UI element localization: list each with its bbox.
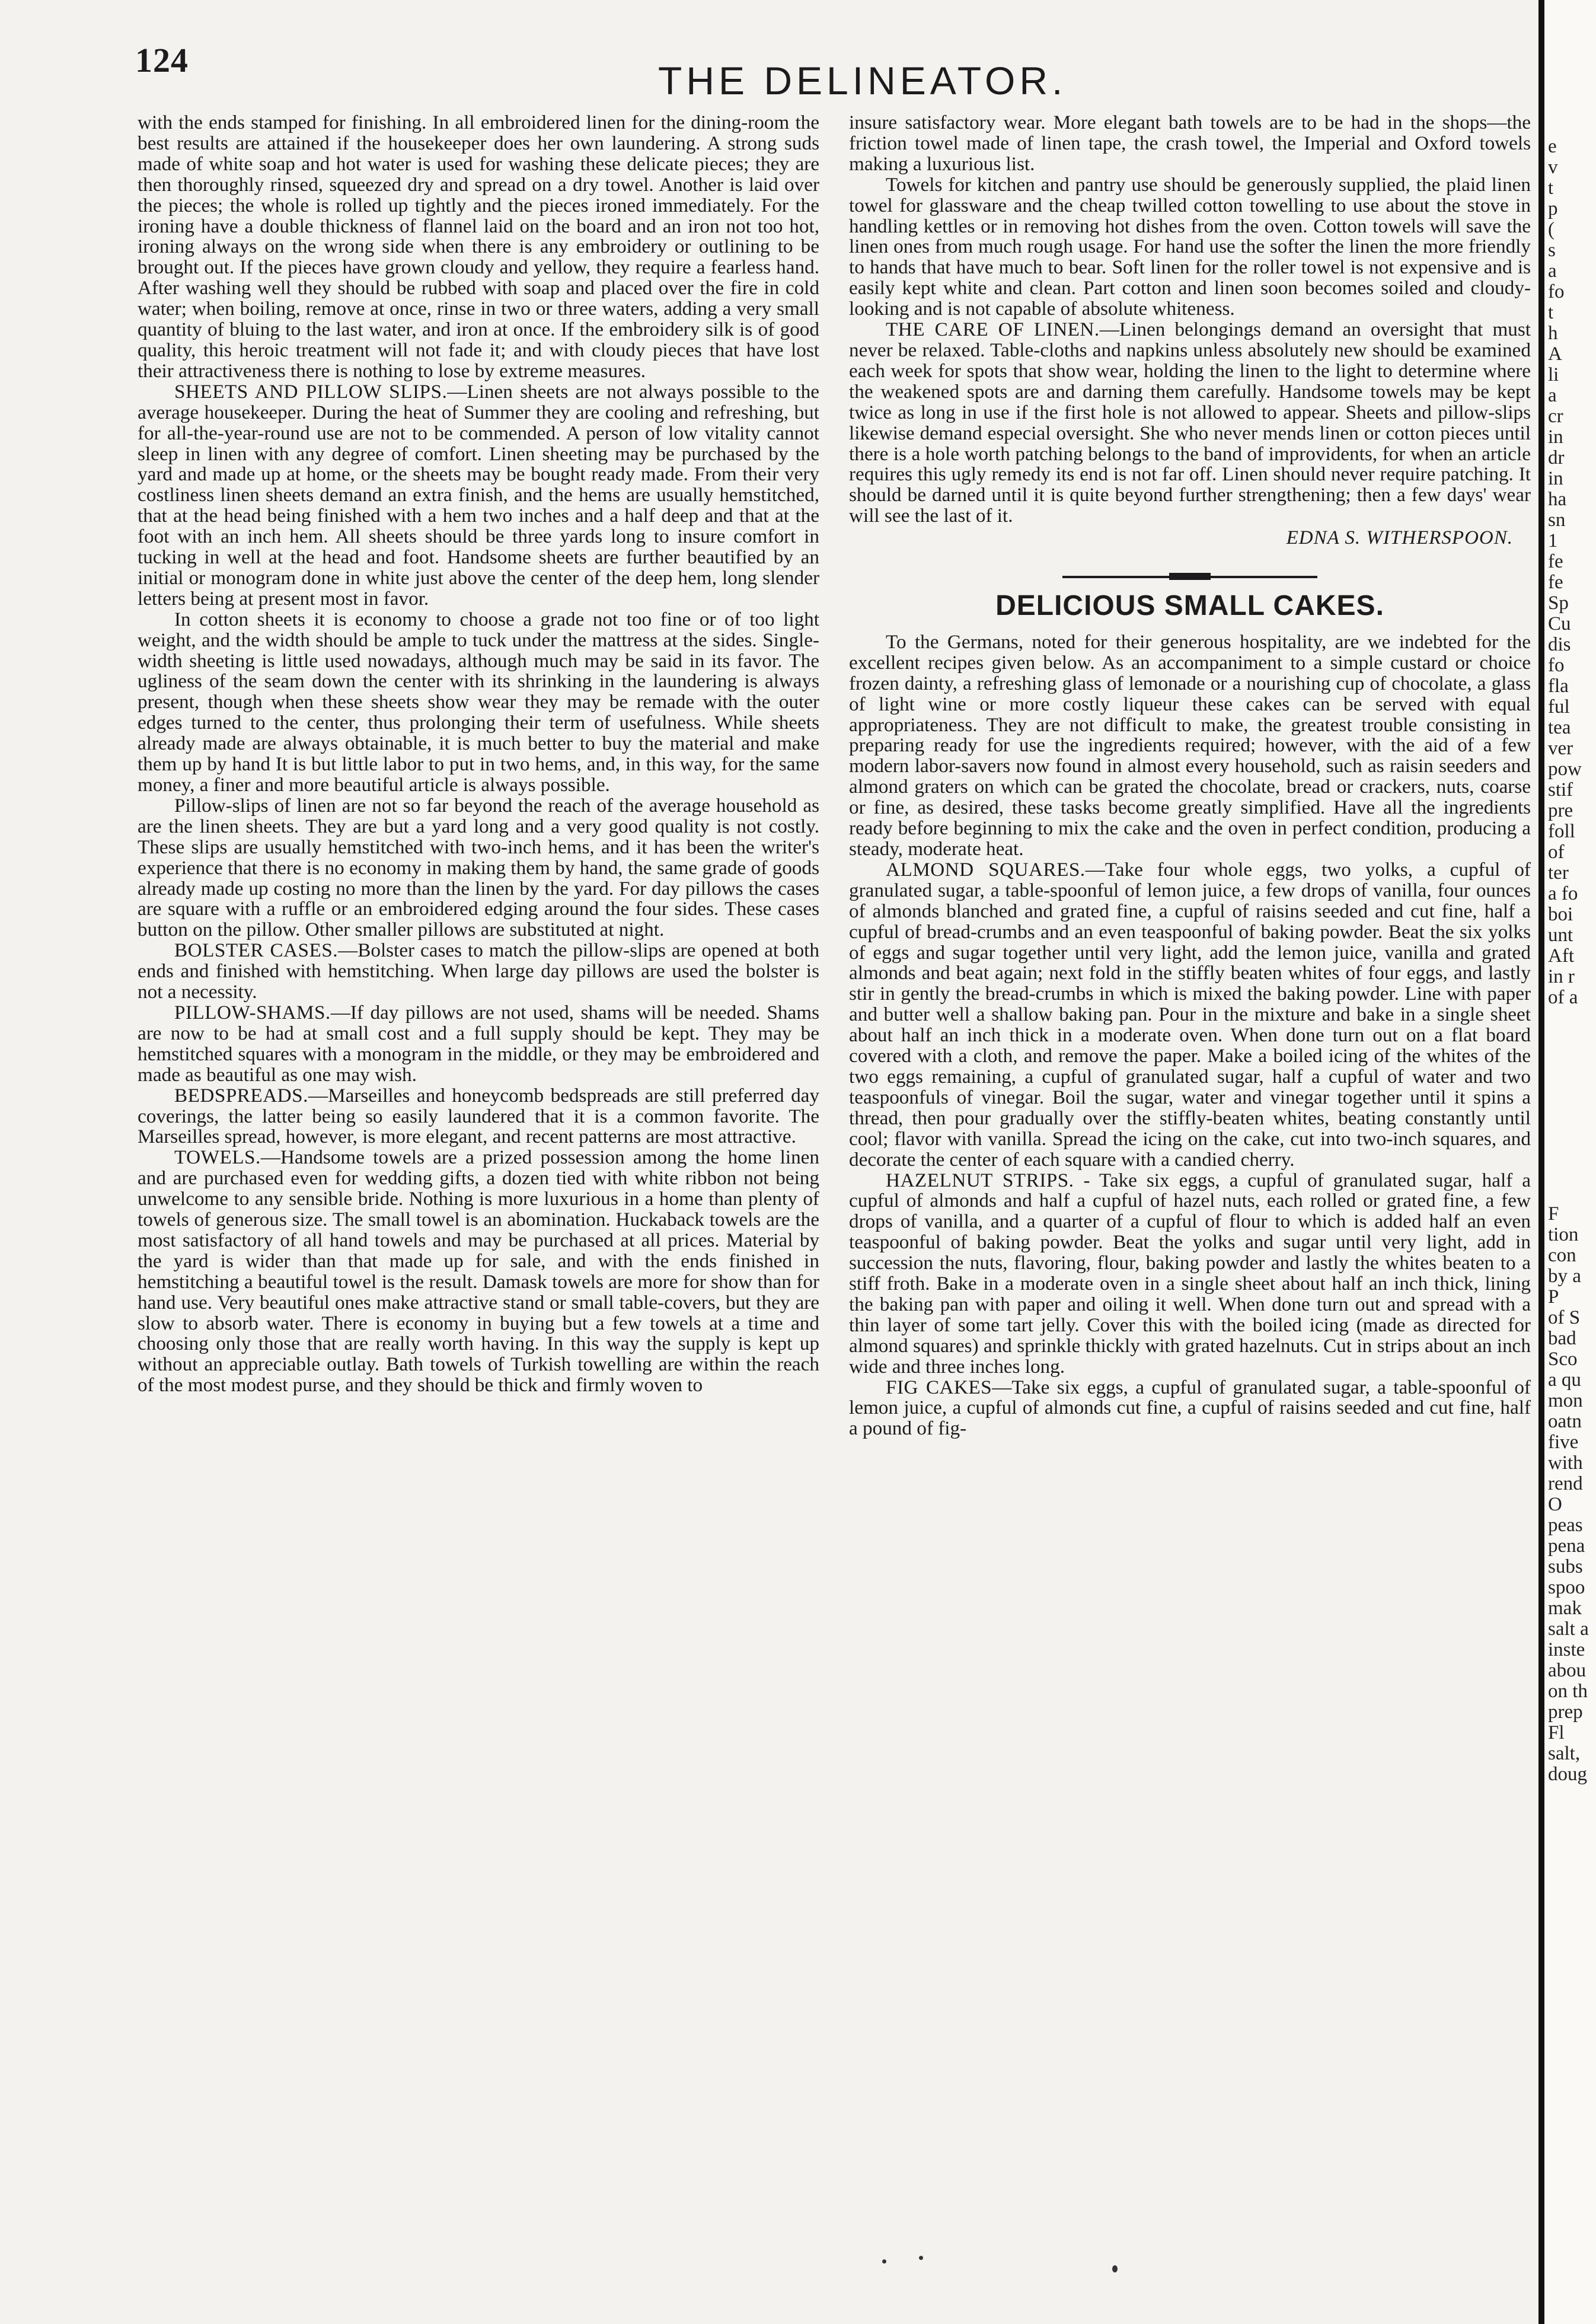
adjacent-fragment: sn — [1548, 510, 1566, 531]
author-signature: EDNA S. WITHERSPOON. — [1286, 527, 1513, 549]
adjacent-fragment: fo — [1548, 282, 1565, 302]
paragraph-text: - Take six eggs, a cupful of granulated sugar, half a cupful of almonds and half a cupful of hazel nuts, each rolled or grated fine, a few drops of vanilla, and a quarter of a cupful of flour to which is added half an even teaspoonful of baking powder. Beat the yolks and sugar until very light, add in succession the nuts, flavoring, flour, baking powder and lastly the whites beaten to a stiff froth. Bake in a moderate oven in a single sheet about half an inch thick, lining the baking pan with paper and oiling it well. When done turn out and spread with a thin layer of some tart jelly. Cover this with the boiled icing (made as directed for almond squares) and sprinkle thickly with grated hazelnuts. Cut in strips about an inch wide and three inches long. — [849, 1169, 1531, 1378]
divider-ornament — [1169, 573, 1211, 580]
adjacent-fragment: Aft — [1548, 946, 1574, 967]
section-lead: FIG CAKES — [886, 1376, 992, 1398]
adjacent-fragment: P — [1548, 1287, 1559, 1308]
section-lead: PILLOW-SHAMS. — [174, 1001, 331, 1024]
adjacent-fragment: Cu — [1548, 614, 1571, 635]
adjacent-fragment: pre — [1548, 801, 1573, 821]
adjacent-fragment: t — [1548, 178, 1554, 199]
adjacent-fragment: fo — [1548, 655, 1565, 676]
left-column — [138, 113, 819, 1396]
adjacent-fragment: a — [1548, 385, 1557, 406]
adjacent-page-text — [1548, 136, 1596, 1785]
paragraph-text: —If day pillows are not used, shams will be needed. Shams are now to be had at small cost and a full supply should be kept. They may be hemstitched squares with a monogram in the middle, or they may be embroidered and made as beautiful as one may wish. — [138, 1001, 819, 1086]
adjacent-fragment: inste — [1548, 1640, 1585, 1660]
paragraph-text: —Handsome towels are a prized possession among the home linen and are purchased even for wedding gifts, a dozen tied with white ribbon not being unwelcome to any sensible bride. Nothing is more luxurious in a home than plenty of towels of generous size. The small towel is an abomination. Huckaback towels are the most satisfactory of all hand towels and may be purchased at all prices. Material by the yard is wider than that made up for sale, and with the ends finished in hemstitching a beautiful towel is the result. Damask towels are more for show than for hand use. Very beautiful ones make attractive stand or small table-covers, but they are slow to absorb water. There is economy in buying but a few towels at a time and choosing only those that are really worth having. In this way the supply is kept up without an appreciable outlay. Bath towels of Turkish towelling are within the reach of the most modest purse, and they should be thick and firmly woven to — [138, 1146, 819, 1397]
adjacent-fragment: li — [1548, 365, 1559, 385]
running-head: THE DELINEATOR. — [658, 59, 1067, 103]
paragraph: Pillow-slips of linen are not so far beyond the reach of the average household as are the linen sheets. They are but a yard long and a very good quality is not costly. These slips are usually hemstitched with two-inch hems, and it has been the writer's experience that there is no economy in making them by hand, the same grade of goods already made up costing no more than the linen by the yard. For day pillows the cases are square with a ruffle or an embroidered edging around the four sides. These cases button on the pillow. Other smaller pillows are substituted at night. — [138, 794, 819, 941]
paragraph-text: —Linen belongings demand an oversight that must never be relaxed. Table-cloths and napkins unless absolutely new should be examined each week for spots that show wear, holding the linen to the light to determine where the weakened spots are and darning them carefully. Handsome towels may be kept twice as long in use if the first hole is not allowed to appear. Sheets and pillow-slips likewise demand especial oversight. She who never mends linen or cotton pieces until there is a hole worth patching belongs to the band of improvidents, for when an article requires this ugly remedy its end is not far off. Linen should never require patching. It should be darned until it is quite beyond further strengthening; then a few days' wear will see the last of it. — [849, 318, 1531, 527]
adjacent-fragment: foll — [1548, 821, 1575, 842]
adjacent-fragment: of S — [1548, 1308, 1581, 1328]
paragraph — [849, 1378, 1531, 1440]
page-number: 124 — [135, 41, 189, 79]
section-lead: BEDSPREADS. — [174, 1084, 308, 1107]
paragraph: with the ends stamped for finishing. In all embroidered linen for the dining-room the best results are attained if the housekeeper does her own laundering. A strong suds made of white soap and hot water is used for washing these delicate pieces; they are then thoroughly rinsed, squeezed dry and spread on a dry towel. Another is laid over the pieces; the whole is rolled up tightly and the pieces ironed immediately. For the ironing have a double thickness of flannel laid on the board and an iron not too hot, ironing always on the wrong side when there is any embroidery or outlining to be brought out. If the pieces have grown cloudy and yellow, they require a fearless hand. After washing well they should be rubbed with soap and placed over the fire in cold water; when boiling, remove at once, rinse in two or three waters, adding a very small quantity of bluing to the last water, and iron at once. If the embroidery silk is of good quality, this heroic treatment will not fade it; and with cloudy pieces that have lost their attractiveness there is nothing to lose by extreme measures. — [138, 111, 819, 382]
adjacent-fragment: ter — [1548, 863, 1569, 884]
adjacent-fragment: in r — [1548, 967, 1575, 987]
adjacent-fragment: salt, — [1548, 1743, 1581, 1764]
adjacent-fragment: spoo — [1548, 1577, 1585, 1598]
adjacent-fragment: pena — [1548, 1536, 1585, 1557]
paragraph — [138, 1003, 819, 1086]
adjacent-fragment: in — [1548, 427, 1563, 448]
paragraph — [849, 1171, 1531, 1378]
paragraph — [138, 1086, 819, 1148]
adjacent-fragment: Fl — [1548, 1723, 1565, 1743]
adjacent-fragment: doug — [1548, 1764, 1587, 1785]
section-lead: HAZELNUT STRIPS. — [886, 1169, 1074, 1191]
adjacent-fragment: a qu — [1548, 1370, 1581, 1391]
adjacent-fragment: v — [1548, 157, 1558, 178]
paragraph — [138, 1147, 819, 1396]
section-divider — [849, 552, 1531, 590]
adjacent-fragment: mon — [1548, 1391, 1583, 1411]
adjacent-fragment: of a — [1548, 987, 1578, 1008]
paragraph: To the Germans, noted for their generous hospitality, are we indebted for the excellent recipes given below. As an accompaniment to a simple custard or choice frozen dainty, a refreshing glass of lemonade or a nourishing cup of chocolate, a glass of light wine or more costly liqueur these cakes can be served with equal appropriateness. They are not difficult to make, the greatest trouble consisting in preparing ready for use the ingredients required; however, with the aid of a few modern labor-savers now found in almost every household, such as raisin seeders and almond graters on which can be grated the chocolate, bread or crackers, nuts, coarse or fine, as desired, these tasks become greatly simplified. Have all the ingredients ready before beginning to mix the cake and the oven in perfect condition, producing a steady, moderate heat. — [849, 630, 1531, 860]
adjacent-fragment: pow — [1548, 759, 1582, 780]
adjacent-fragment-group — [1548, 1204, 1596, 1785]
paragraph: insure satisfactory wear. More elegant bath towels are to be had in the shops—the friction towel made of linen tape, the crash towel, the Imperial and Oxford towels making a luxurious list. — [849, 111, 1531, 175]
adjacent-fragment: fe — [1548, 551, 1563, 572]
adjacent-fragment: of — [1548, 842, 1565, 863]
section-lead: SHEETS AND PILLOW SLIPS. — [174, 380, 448, 403]
adjacent-fragment: oatn — [1548, 1411, 1582, 1432]
adjacent-fragment: ( — [1548, 219, 1554, 240]
section-lead: TOWELS. — [174, 1146, 261, 1169]
adjacent-fragment-group — [1548, 136, 1596, 1008]
section-lead: ALMOND SQUARES. — [886, 858, 1086, 881]
paragraph-text: —Linen sheets are not always possible to the average housekeeper. During the heat of Summer they are cooling and refreshing, but for all-the-year-round use are not to be commended. A person of low vitality cannot sleep in linen with any degree of comfort. Linen sheeting may be purchased by the yard and made up at home, or the sheets may be bought ready made. From their very costliness linen sheets demand an extra finish, and the hems are usually hemstitched, that at the head being finished with a hem two inches and a half deep and that at the foot with an inch hem. All sheets should be three yards long to insure comfort in tucking in well at the head and foot. Handsome sheets are further beautified by an initial or monogram done in white just above the center of the deep hem, long slender letters being at present most in favor. — [138, 380, 819, 610]
adjacent-fragment: fe — [1548, 572, 1563, 593]
paragraph — [849, 860, 1531, 1171]
adjacent-fragment: salt a — [1548, 1619, 1589, 1640]
adjacent-fragment: t — [1548, 302, 1554, 323]
adjacent-fragment: F — [1548, 1204, 1559, 1225]
adjacent-page-bleed — [1538, 0, 1596, 2324]
paragraph — [138, 941, 819, 1003]
adjacent-fragment: unt — [1548, 925, 1573, 946]
adjacent-fragment: p — [1548, 199, 1558, 219]
adjacent-fragment: tion — [1548, 1225, 1579, 1245]
adjacent-fragment: a fo — [1548, 884, 1578, 904]
paragraph — [849, 320, 1531, 527]
adjacent-fragment: peas — [1548, 1515, 1583, 1536]
adjacent-fragment: prep — [1548, 1702, 1583, 1723]
adjacent-fragment: con — [1548, 1245, 1576, 1266]
paragraph-text: —Take four whole eggs, two yolks, a cupful of granulated sugar, a table-spoonful of lemon juice, a few drops of vanilla, four ounces of almonds blanched and grated fine, a cupful of raisins seeded and cut fine, half a cupful of bread-crumbs and an even teaspoonful of baking powder. Beat the six yolks of eggs and sugar together until very light, add the lemon juice, vanilla and grated almonds and beat again; next fold in the stiffly beaten whites of four eggs, and lastly stir in gently the bread-crumbs in which is mixed the baking powder. Line with paper and butter well a shallow baking pan. Pour in the mixture and bake in a single sheet about half an inch thick in a moderate oven. When done turn out on a flat board covered with a cloth, and remove the paper. Make a boiled icing of the whites of the two eggs remaining, a cupful of granulated sugar, half a cupful of water and two teaspoonfuls of vinegar. Boil the sugar, water and vinegar together until it spins a thread, then pour gradually over the stiffly-beaten whites, beating constantly until cool; flavor with vanilla. Spread the icing on the cake, cut into two-inch squares, and decorate the center of each square with a candied cherry. — [849, 858, 1531, 1171]
paragraph — [138, 382, 819, 610]
adjacent-fragment: O — [1548, 1494, 1562, 1515]
right-column — [849, 113, 1531, 1439]
adjacent-fragment: stif — [1548, 780, 1573, 801]
paragraph: In cotton sheets it is economy to choose a grade not too fine or of too light weight, and the width should be ample to tuck under the mattress at the sides. Single-width sheeting is little used nowadays, although much may be said in its favor. The ugliness of the seam down the center with its shrinking in the laundering is always present, though when these sheets show wear they may be remade with the outer edges turned to the center, thus prolonging their term of usefulness. While sheets already made are always obtainable, it is much better to buy the material and make them up by hand It is but little labor to put in two hems, and, in this way, for the same money, a finer and more beautiful article is always possible. — [138, 608, 819, 796]
adjacent-fragment: in — [1548, 468, 1563, 489]
adjacent-fragment: subs — [1548, 1557, 1583, 1577]
adjacent-fragment: dr — [1548, 448, 1565, 468]
adjacent-fragment: bad — [1548, 1328, 1576, 1349]
adjacent-fragment: rend — [1548, 1474, 1583, 1494]
paragraph-text: —Marseilles and honeycomb bedspreads are still preferred day coverings, the latter being so easily laundered that it is a common favorite. The Marseilles spread, however, is more elegant, and recent patterns are most attractive. — [138, 1084, 819, 1148]
adjacent-fragment: tea — [1548, 718, 1571, 738]
adjacent-fragment: Sco — [1548, 1349, 1578, 1370]
adjacent-fragment: A — [1548, 344, 1562, 365]
adjacent-fragment: a — [1548, 261, 1557, 282]
adjacent-fragment: on th — [1548, 1681, 1588, 1702]
print-specks — [877, 2253, 1174, 2277]
adjacent-fragment: fla — [1548, 676, 1569, 697]
adjacent-fragment: mak — [1548, 1598, 1582, 1619]
adjacent-fragment: five — [1548, 1432, 1579, 1453]
adjacent-fragment: ver — [1548, 738, 1573, 759]
paragraph-text: —Take six eggs, a cupful of granulated sugar, a table-spoonful of lemon juice, a cupful of almonds cut fine, a cupful of raisins seeded and cut fine, half a pound of fig- — [849, 1376, 1531, 1440]
paragraph: Towels for kitchen and pantry use should be generously supplied, the plaid linen towel for glassware and the cheap twilled cotton towelling to use about the stove in handling kettles or in removing hot dishes from the oven. Cotton towels will save the linen ones from much rough usage. For hand use the softer the linen the more friendly to hands that have much to bear. Soft linen for the roller towel is not expensive and is easily kept white and clean. Part cotton and linen soon becomes soiled and cloudy-looking and is not capable of absolute whiteness. — [849, 173, 1531, 320]
adjacent-fragment: boi — [1548, 904, 1573, 925]
article-title: DELICIOUS SMALL CAKES. — [995, 590, 1384, 622]
adjacent-fragment: s — [1548, 240, 1556, 261]
section-lead: THE CARE OF LINEN. — [886, 318, 1100, 341]
adjacent-fragment: ful — [1548, 697, 1570, 718]
paragraph-text: —Bolster cases to match the pillow-slips are opened at both ends and finished with hemstitching. When large day pillows are used the bolster is not a necessity. — [138, 939, 819, 1003]
adjacent-fragment: abou — [1548, 1660, 1587, 1681]
adjacent-fragment: with — [1548, 1453, 1583, 1474]
adjacent-fragment: ha — [1548, 489, 1567, 510]
adjacent-fragment: cr — [1548, 406, 1563, 427]
adjacent-fragment: 1 — [1548, 531, 1558, 551]
adjacent-fragment: dis — [1548, 635, 1571, 655]
section-lead: BOLSTER CASES. — [174, 939, 339, 962]
adjacent-fragment: Sp — [1548, 593, 1569, 614]
adjacent-fragment: e — [1548, 136, 1557, 157]
adjacent-fragment: h — [1548, 323, 1558, 344]
adjacent-fragment: by a — [1548, 1266, 1581, 1287]
